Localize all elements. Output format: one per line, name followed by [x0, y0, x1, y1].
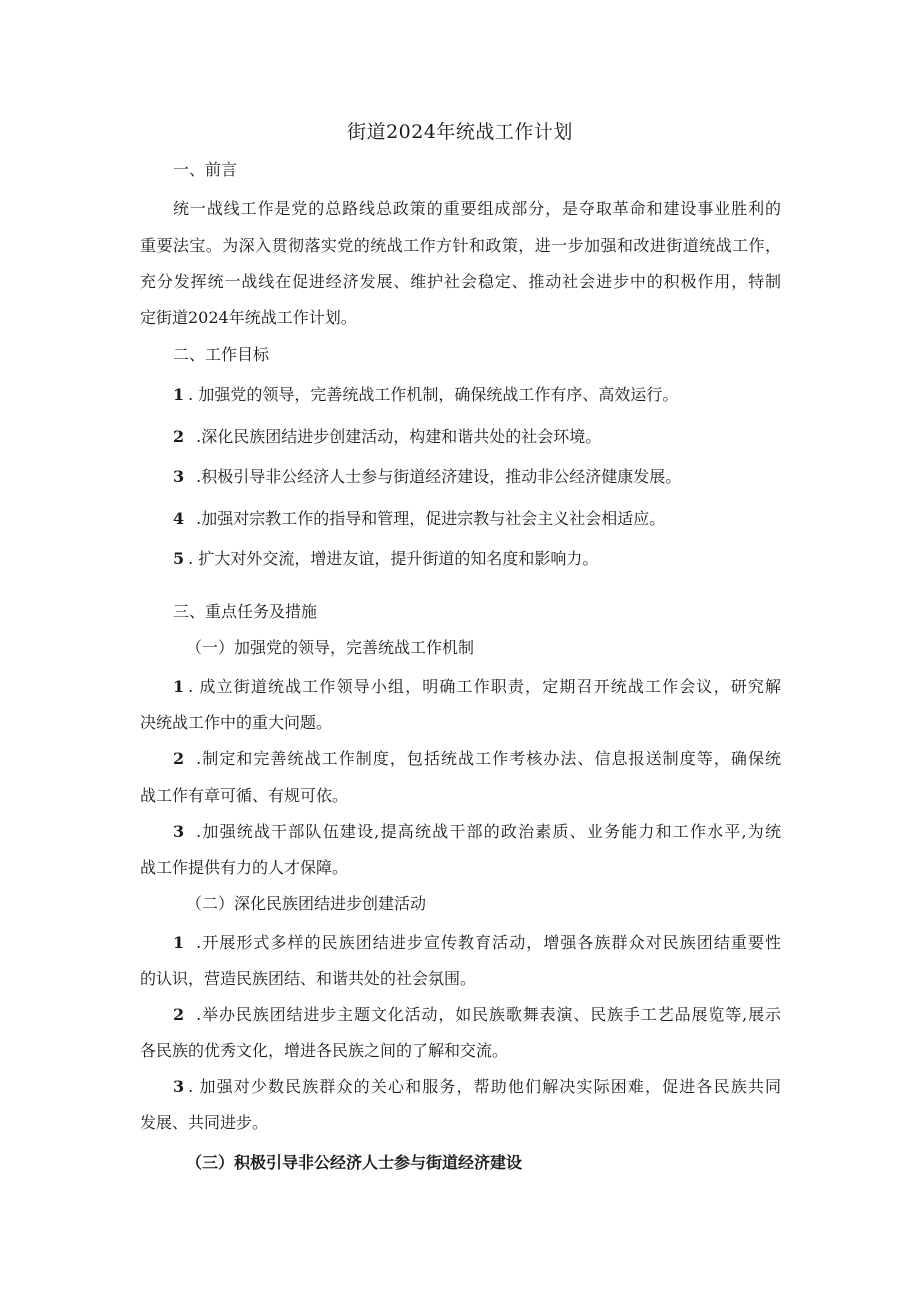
task-item-line-1 — [173, 822, 781, 842]
intro-paragraph-line-4: 定街道2024年统战工作计划。 — [140, 308, 357, 327]
goal-item — [173, 427, 601, 447]
task-item-line-2: 战工作提供有力的人才保障。 — [140, 858, 349, 877]
intro-paragraph-line-2: 重要法宝。为深入贯彻落实党的统战工作方针和政策，进一步加强和改进街道统战工作， — [140, 236, 781, 255]
task-number: 3 — [173, 822, 185, 841]
task-text: . 加强对少数民族群众的关心和服务，帮助他们解决实际困难，促进各民族共同 — [188, 1077, 781, 1096]
section-heading-tasks: 三、重点任务及措施 — [173, 602, 318, 621]
task-item-line-2: 的认识，营造民族团结、和谐共处的社会氛围。 — [140, 969, 477, 988]
intro-paragraph-line-3: 充分发挥统一战线在促进经济发展、维护社会稳定、推动社会进步中的积极作用，特制 — [140, 272, 781, 291]
goal-item — [173, 509, 665, 529]
subsection-heading-2: （二）深化民族团结进步创建活动 — [186, 894, 427, 913]
goal-text: .深化民族团结进步创建活动，构建和谐共处的社会环境。 — [196, 427, 602, 446]
task-text: . 成立街道统战工作领导小组，明确工作职责，定期召开统战工作会议，研究解 — [188, 677, 781, 696]
task-item-line-2: 战工作有章可循、有规可依。 — [140, 786, 349, 805]
subsection-heading-3: （三）积极引导非公经济人士参与街道经济建设 — [186, 1153, 523, 1172]
task-item-line-1 — [173, 1077, 781, 1097]
goal-number: 3 — [173, 467, 185, 486]
task-number: 1 — [173, 933, 185, 952]
goal-number: 2 — [173, 427, 185, 446]
task-text: .制定和完善统战工作制度，包括统战工作考核办法、信息报送制度等，确保统 — [196, 749, 781, 768]
goal-item — [173, 467, 681, 487]
task-item-line-2: 发展、共同进步。 — [140, 1113, 269, 1132]
goal-item — [173, 549, 598, 569]
task-item-line-2: 决统战工作中的重大问题。 — [140, 713, 333, 732]
goal-number: 5 — [173, 549, 185, 568]
task-text: .开展形式多样的民族团结进步宣传教育活动，增强各族群众对民族团结重要性 — [196, 933, 781, 952]
task-item-line-1 — [173, 933, 781, 953]
subsection-heading-1: （一）加强党的领导，完善统战工作机制 — [186, 638, 475, 657]
goal-text: . 扩大对外交流，增进友谊，提升街道的知名度和影响力。 — [188, 549, 599, 568]
task-item-line-2: 各民族的优秀文化，增进各民族之间的了解和交流。 — [140, 1041, 509, 1060]
task-item-line-1 — [173, 1005, 781, 1025]
goal-text: .积极引导非公经济人士参与街道经济建设，推动非公经济健康发展。 — [196, 467, 682, 486]
task-number: 3 — [173, 1077, 185, 1096]
task-number: 1 — [173, 677, 185, 696]
intro-paragraph-line-1: 统一战线工作是党的总路线总政策的重要组成部分，是夺取革命和建设事业胜利的 — [173, 199, 781, 218]
goal-text: . 加强党的领导，完善统战工作机制，确保统战工作有序、高效运行。 — [188, 385, 679, 404]
task-number: 2 — [173, 1005, 185, 1024]
task-item-line-1 — [173, 677, 781, 697]
goal-text: .加强对宗教工作的指导和管理，促进宗教与社会主义社会相适应。 — [196, 509, 666, 528]
task-text: .加强统战干部队伍建设,提高统战干部的政治素质、业务能力和工作水平,为统 — [196, 822, 781, 841]
goal-item — [173, 385, 678, 405]
section-heading-goals: 二、工作目标 — [173, 345, 270, 364]
task-number: 2 — [173, 749, 185, 768]
goal-number: 1 — [173, 385, 185, 404]
document-title: 街道2024年统战工作计划 — [347, 121, 573, 143]
goal-number: 4 — [173, 509, 185, 528]
task-text: .举办民族团结进步主题文化活动，如民族歌舞表演、民族手工艺品展览等,展示 — [196, 1005, 781, 1024]
task-item-line-1 — [173, 749, 781, 769]
section-heading-intro: 一、前言 — [173, 160, 238, 179]
